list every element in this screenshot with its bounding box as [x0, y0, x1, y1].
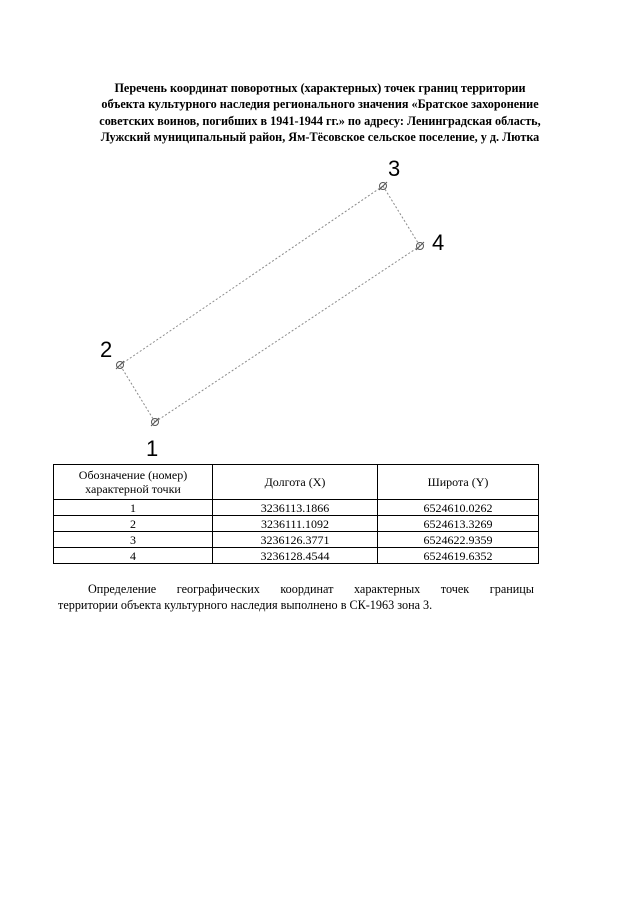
point-marker-3 [379, 182, 387, 190]
longitude-value: 3236126.3771 [213, 532, 378, 548]
latitude-value: 6524613.3269 [378, 516, 539, 532]
boundary-edge-4-1 [155, 246, 420, 422]
table-row [54, 532, 539, 548]
point-number: 2 [54, 516, 213, 532]
table-row [54, 548, 539, 564]
latitude-value: 6524619.6352 [378, 548, 539, 564]
table-row [54, 516, 539, 532]
table-header-row [54, 465, 539, 500]
boundary-edge-2-3 [120, 186, 383, 365]
point-label-4: 4 [432, 230, 445, 255]
point-label-2: 2 [100, 337, 113, 362]
latitude-value: 6524610.0262 [378, 500, 539, 516]
point-label-1: 1 [146, 436, 159, 461]
title-line: советских воинов, погибших в 1941-1944 гг.» по адресу: Ленинградская область, [99, 113, 541, 128]
column-header-point: Обозначение (номер) характерной точки [54, 465, 213, 500]
note-line: Определение географических координат характерных точек границы [88, 582, 534, 596]
title-line: Лужский муниципальный район, Ям-Тёсовское сельское поселение, у д. Лютка [100, 130, 540, 145]
point-marker-4 [416, 242, 424, 250]
point-marker-1 [151, 418, 159, 426]
coordinate-system-note [58, 581, 534, 614]
boundary-edge-3-4 [383, 186, 420, 246]
point-marker-2 [116, 361, 124, 369]
table-row [54, 500, 539, 516]
point-number: 3 [54, 532, 213, 548]
longitude-value: 3236128.4544 [213, 548, 378, 564]
longitude-value: 3236113.1866 [213, 500, 378, 516]
point-number: 4 [54, 548, 213, 564]
longitude-value: 3236111.1092 [213, 516, 378, 532]
coordinates-table [53, 464, 539, 564]
latitude-value: 6524622.9359 [378, 532, 539, 548]
column-header-longitude: Долгота (X) [213, 465, 378, 500]
title-line: объекта культурного наследия регионального значения «Братское захоронение [101, 97, 539, 112]
title-line: Перечень координат поворотных (характерных) точек границ территории [114, 81, 526, 95]
column-header-latitude: Широта (Y) [378, 465, 539, 500]
point-label-3: 3 [388, 156, 401, 181]
point-number: 1 [54, 500, 213, 516]
note-line: территории объекта культурного наследия выполнено в СК-1963 зона 3. [58, 598, 433, 613]
boundary-edge-1-2 [120, 365, 155, 422]
